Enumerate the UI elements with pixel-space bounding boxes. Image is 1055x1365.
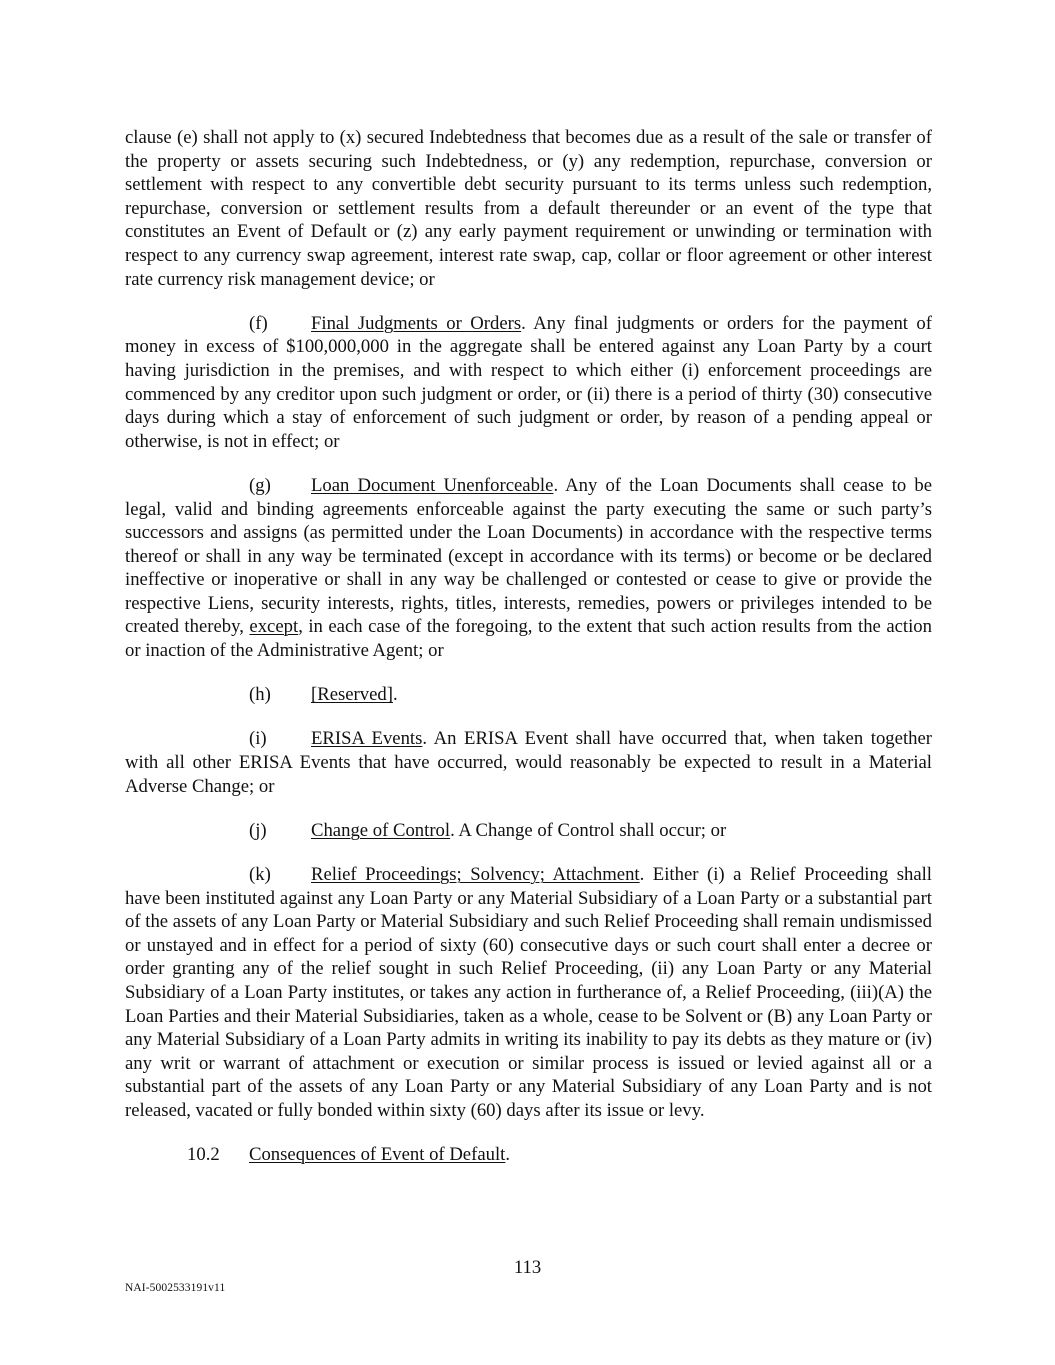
section-10-2-heading bbox=[125, 1143, 932, 1167]
clause-j-heading: Change of Control bbox=[311, 819, 451, 841]
clause-i-label: (i) bbox=[249, 728, 267, 750]
clause-j-paragraph bbox=[125, 819, 932, 843]
clause-g-underlined-word: except bbox=[249, 616, 299, 638]
continuation-paragraph: clause (e) shall not apply to (x) secured Indebtedness that becomes due as a result of the sale or transfer of the property or assets securing such Indebtedness, or (y) any redemption, repurchase, conversion or settlement with respect to any convertible debt security pursuant to its terms unless such redemption, repurchase, conversion or settlement results from a default thereunder or an event of the type that constitutes an Event of Default or (z) any early payment requirement or unwinding or termination with respect to any currency swap agreement, interest rate swap, cap, collar or floor agreement or other interest rate currency risk management device; or bbox=[125, 127, 932, 290]
clause-g-label: (g) bbox=[249, 474, 271, 496]
clause-k-heading: Relief Proceedings; Solvency; Attachment bbox=[311, 864, 640, 885]
clause-g-text-before: . Any of the Loan Documents shall cease to be legal, valid and binding agreements enforceable against the party executing the same or such party’s successors and assigns (as permitted under the Loan Documents) in accordance with the respective terms thereof or shall in any way be terminated (except in accordance with its terms) or become or be declared ineffective or inoperative or shall in any way be challenged or contested or cease to give or provide the respective Liens, security interests, rights, titles, interests, remedies, powers or privileges intended to be created thereby, bbox=[125, 474, 932, 638]
clause-j-label: (j) bbox=[249, 819, 267, 841]
clause-k-label: (k) bbox=[249, 864, 271, 885]
section-number: 10.2 bbox=[187, 1144, 220, 1166]
clause-i-text: . An ERISA Event shall have occurred that, when taken together with all other ERISA Events that have occurred, would reasonably be expected to result in a Material Adverse Change; or bbox=[125, 728, 932, 797]
section-heading-period: . bbox=[505, 1144, 511, 1166]
clause-h-label: (h) bbox=[249, 684, 271, 706]
clause-i-heading: ERISA Events bbox=[311, 728, 423, 750]
clause-h-paragraph bbox=[125, 683, 932, 707]
section-heading: Consequences of Event of Default bbox=[249, 1144, 506, 1166]
clause-h-text: . bbox=[392, 684, 398, 706]
clause-f-paragraph bbox=[125, 312, 932, 454]
document-id: NAI-5002533191v11 bbox=[125, 1282, 226, 1294]
clause-j-text: . A Change of Control shall occur; or bbox=[450, 819, 727, 841]
clause-f-label: (f) bbox=[249, 312, 268, 334]
document-body bbox=[125, 126, 932, 1187]
clause-k-paragraph bbox=[125, 863, 932, 1123]
page-number: 113 bbox=[513, 1257, 542, 1278]
clause-i-paragraph bbox=[125, 727, 932, 798]
clause-g-heading: Loan Document Unenforceable bbox=[311, 474, 554, 496]
clause-g-paragraph bbox=[125, 474, 932, 663]
clause-g-text-after: , in each case of the foregoing, to the extent that such action results from the action or inaction of the Administrative Agent; or bbox=[125, 616, 932, 662]
clause-f-heading: Final Judgments or Orders bbox=[311, 312, 522, 334]
clause-k-text: . Either (i) a Relief Proceeding shall have been instituted against any Loan Party or any Material Subsidiary of a Loan Party or a substantial part of the assets of any Loan Party or Material Subsidiary and such Relief Proceeding shall remain undismissed or unstayed and in effect for a period of sixty (60) consecutive days or such court shall enter a decree or order granting any of the relief sought in such Relief Proceeding, (ii) any Loan Party or any Material Subsidiary of a Loan Party institutes, or takes any action in furtherance of, a Relief Proceeding, (iii)(A) the Loan Parties and their Material Subsidiaries, taken as a whole, cease to be Solvent or (B) any Loan Party or any Material Subsidiary of a Loan Party admits in writing its inability to pay its debts as they mature or (iv) any writ or warrant of attachment or execution or similar process is issued or levied against all or a substantial part of the assets of any Loan Party or any Material Subsidiary of any Loan Party and is not released, vacated or fully bonded within sixty (60) days after its issue or levy. bbox=[125, 864, 932, 1121]
clause-f-text: . Any final judgments or orders for the payment of money in excess of $100,000,000 in the aggregate shall be entered against any Loan Party by a court having jurisdiction in the premises, and with respect to which either (i) enforcement proceedings are commenced by any creditor upon such judgment or order, or (ii) there is a period of thirty (30) consecutive days during which a stay of enforcement of such judgment or order, by reason of a pending appeal or otherwise, is not in effect; or bbox=[125, 312, 933, 452]
clause-h-heading: [Reserved] bbox=[311, 684, 393, 706]
